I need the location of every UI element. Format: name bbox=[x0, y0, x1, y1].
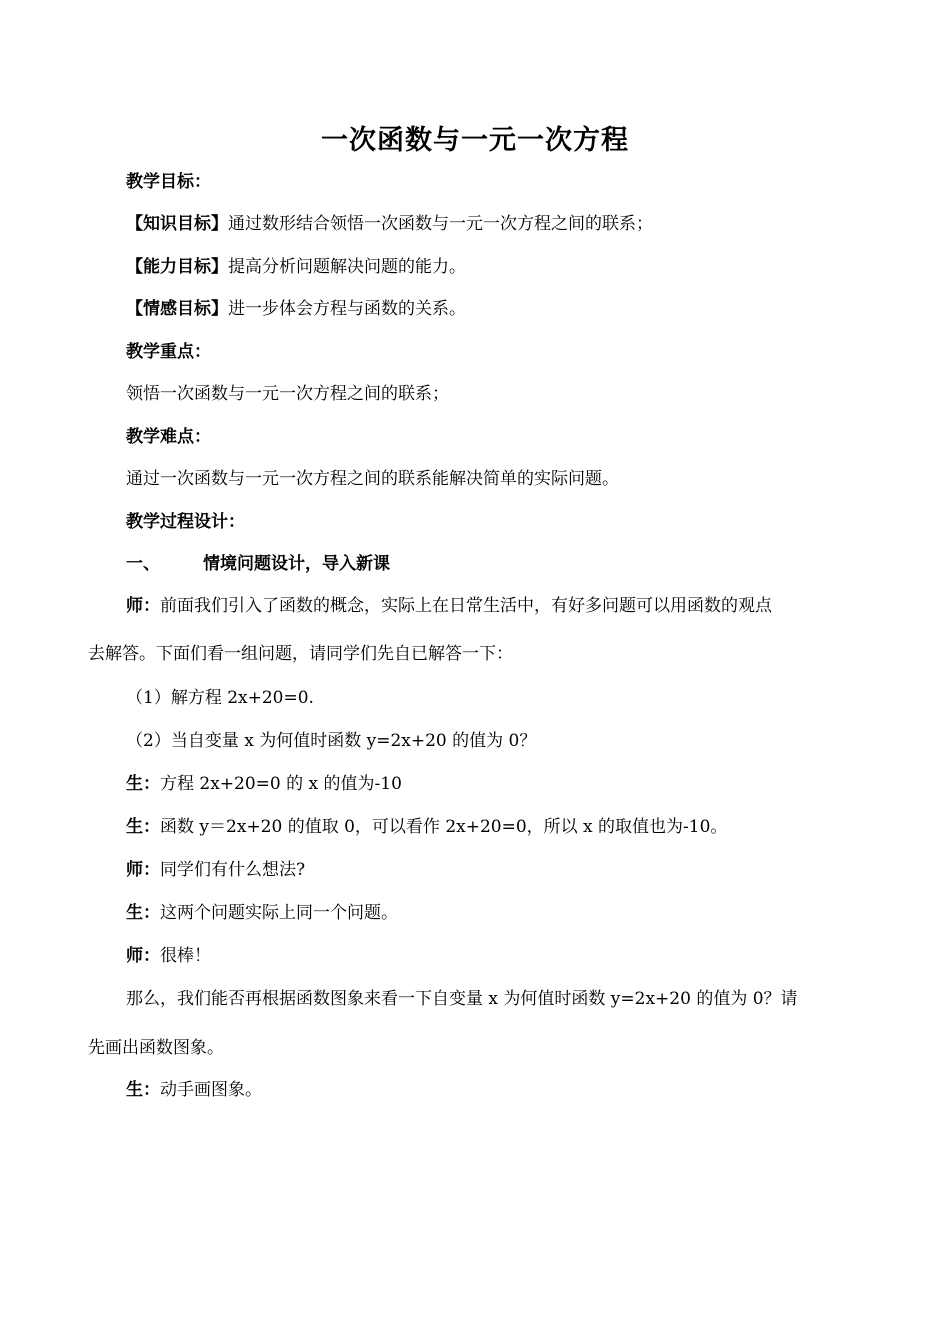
ability-objective bbox=[126, 255, 466, 279]
student-label: 生： bbox=[126, 903, 160, 923]
ability-text: 提高分析问题解决问题的能力。 bbox=[228, 257, 466, 277]
teacher-line-1-continued: 去解答。下面们看一组问题，请同学们先自已解答一下： bbox=[88, 644, 513, 664]
teacher-label: 师： bbox=[126, 596, 160, 616]
difficulty-text: 通过一次函数与一元一次方程之间的联系能解决简单的实际问题。 bbox=[126, 469, 619, 489]
teacher-text: 前面我们引入了函数的概念，实际上在日常生活中，有好多问题可以用函数的观点 bbox=[160, 596, 772, 616]
emotion-label: 【情感目标】 bbox=[126, 299, 228, 319]
section-1-heading bbox=[126, 552, 390, 576]
teacher-line-3 bbox=[126, 944, 211, 968]
student-line-4 bbox=[126, 1078, 262, 1102]
key-text: 领悟一次函数与一元一次方程之间的联系； bbox=[126, 384, 449, 404]
question-1: （1）解方程 2x+20=0. bbox=[126, 688, 314, 708]
section-1-title: 情境问题设计，导入新课 bbox=[203, 554, 390, 574]
teacher-line-2 bbox=[126, 858, 305, 882]
emotion-text: 进一步体会方程与函数的关系。 bbox=[228, 299, 466, 319]
knowledge-text: 通过数形结合领悟一次函数与一元一次方程之间的联系； bbox=[228, 214, 653, 234]
difficulty-heading: 教学难点： bbox=[126, 427, 211, 447]
knowledge-objective bbox=[126, 212, 653, 236]
student-line-3 bbox=[126, 901, 398, 925]
student-text: 方程 2x+20=0 的 x 的值为-10 bbox=[160, 774, 402, 794]
teacher-text: 很棒！ bbox=[160, 946, 211, 966]
student-label: 生： bbox=[126, 774, 160, 794]
section-1-number: 一、 bbox=[126, 554, 160, 574]
emotion-objective bbox=[126, 297, 466, 321]
student-label: 生： bbox=[126, 1080, 160, 1100]
question-2: （2）当自变量 x 为何值时函数 y=2x+20 的值为 0？ bbox=[126, 731, 537, 751]
teacher-label: 师： bbox=[126, 946, 160, 966]
teacher-line-1 bbox=[126, 594, 772, 618]
student-line-2 bbox=[126, 815, 727, 839]
teacher-label: 师： bbox=[126, 860, 160, 880]
student-text: 动手画图象。 bbox=[160, 1080, 262, 1100]
teacher-text: 同学们有什么想法? bbox=[160, 860, 306, 880]
student-text: 这两个问题实际上同一个问题。 bbox=[160, 903, 398, 923]
knowledge-label: 【知识目标】 bbox=[126, 214, 228, 234]
ability-label: 【能力目标】 bbox=[126, 257, 228, 277]
page-title: 一次函数与一元一次方程 bbox=[321, 125, 629, 156]
process-heading: 教学过程设计： bbox=[126, 512, 245, 532]
student-text: 函数 y＝2x+20 的值取 0，可以看作 2x+20=0，所以 x 的取值也为-10。 bbox=[160, 817, 728, 837]
paragraph-line-2: 先画出函数图象。 bbox=[88, 1038, 224, 1058]
student-line-1 bbox=[126, 772, 402, 796]
paragraph-line-1: 那么，我们能否再根据函数图象来看一下自变量 x 为何值时函数 y=2x+20 的值为 0？请 bbox=[126, 989, 798, 1009]
key-heading: 教学重点： bbox=[126, 342, 211, 362]
student-label: 生： bbox=[126, 817, 160, 837]
objectives-heading: 教学目标： bbox=[126, 172, 211, 192]
